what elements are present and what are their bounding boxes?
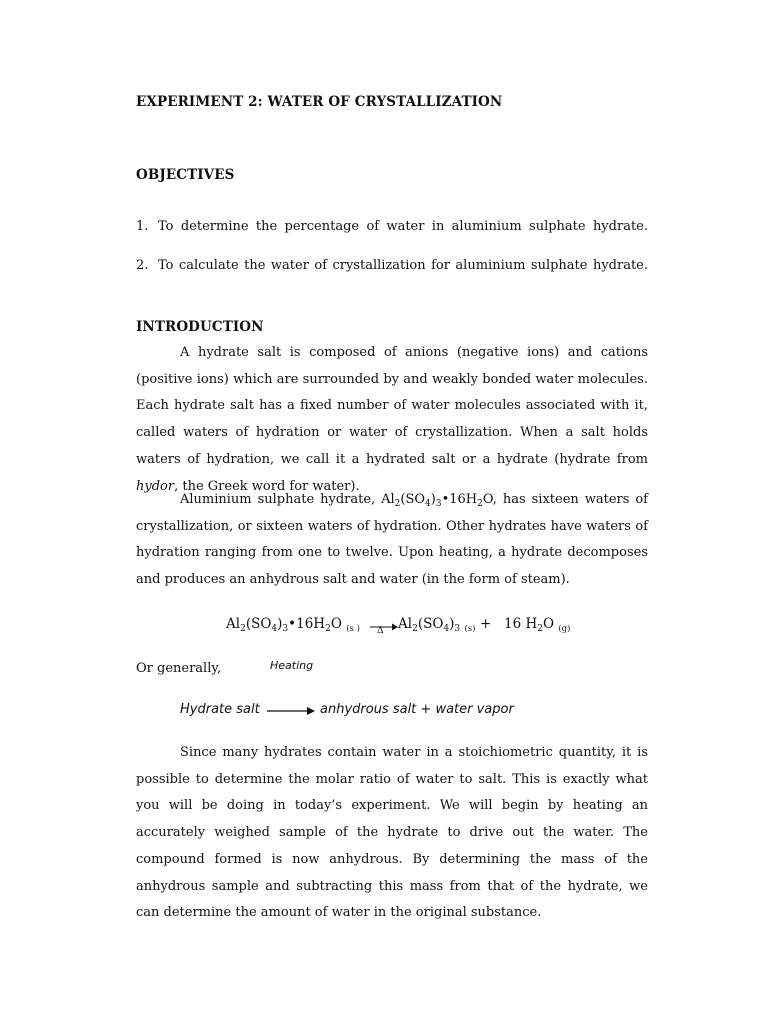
formula-part: ) [449, 616, 455, 632]
delta-symbol: Δ [377, 626, 384, 636]
general-reactant: Hydrate salt [180, 702, 260, 717]
subscript: 2 [477, 499, 483, 509]
objective-item-1 [136, 219, 648, 234]
state-label: (s ) [346, 624, 360, 634]
document-title: EXPERIMENT 2: WATER OF CRYSTALLIZATION [136, 94, 503, 110]
list-text: To calculate the water of crystallization for aluminium sulphate hydrate. [158, 258, 648, 273]
list-number: 2. [136, 258, 149, 273]
reaction-reactant [226, 616, 360, 634]
or-generally-label: Or generally, [136, 661, 222, 676]
formula-part: (SO [245, 616, 272, 632]
reaction-water [504, 616, 570, 634]
introduction-heading: INTRODUCTION [136, 319, 264, 335]
subscript: 3 [454, 624, 461, 634]
paragraph-text: Aluminium sulphate hydrate, Al [180, 492, 395, 507]
italic-word: hydor [136, 478, 175, 494]
subscript: 3 [435, 499, 442, 509]
list-text: To determine the percentage of water in aluminium sulphate hydrate. [158, 219, 648, 234]
objectives-heading: OBJECTIVES [136, 167, 235, 183]
subscript: 2 [394, 499, 401, 509]
paragraph-text: has sixteen waters of crystallization, or sixteen waters of hydration. Other hydrates have waters of hydration ranging from one to twelve. Upon heating, a hydrate decomposes and produces an anhydrous salt and water (in the form of steam). [136, 492, 648, 588]
formula-part: 16 H [504, 616, 538, 632]
subscript: 2 [325, 624, 331, 634]
formula-part: O [542, 616, 555, 632]
formula-part: •16H [288, 616, 326, 632]
formula-part: Al [226, 616, 241, 632]
list-number: 1. [136, 219, 149, 234]
formula-part: ) [430, 492, 436, 507]
plus-sign: + [480, 616, 492, 632]
subscript: 2 [412, 624, 418, 634]
formula-part: Al [398, 616, 413, 632]
heating-label: Heating [270, 659, 314, 672]
paragraph-text: A hydrate salt is composed of anions (negative ions) and cations (positive ions) which are surrounded by and weakly bonded water molecules. Each hydrate salt has a fixed number of water molecules associated with it, called waters of hydration or water of crystallization. When a salt holds waters of hydration, we call it a hydrated salt or a hydrate (hydrate from [136, 345, 648, 467]
formula-part: O [330, 616, 342, 632]
subscript: 3 [282, 624, 289, 634]
paragraph-text: , the Greek word for water). [174, 478, 360, 494]
subscript: 4 [425, 499, 431, 509]
state-label: (g) [558, 624, 571, 634]
subscript: 4 [271, 624, 278, 634]
formula-part: •16H [441, 492, 478, 507]
reaction-product [398, 616, 475, 634]
formula-part: O, [482, 492, 497, 507]
subscript: 4 [443, 624, 450, 634]
formula-part: (SO [400, 492, 426, 507]
intro-paragraph-1 [136, 340, 648, 500]
formula-part: (SO [417, 616, 444, 632]
formula-part: ) [277, 616, 283, 632]
intro-paragraph-2 [136, 487, 648, 594]
objective-item-2 [136, 258, 648, 273]
state-label: (s) [464, 624, 476, 634]
general-product: anhydrous salt + water vapor [320, 702, 514, 717]
subscript: 2 [240, 624, 246, 634]
reaction-arrow-icon [369, 621, 399, 641]
intro-paragraph-3: Since many hydrates contain water in a stoichiometric quantity, it is possible to determine the molar ratio of water to salt. This is exactly what you will be doing in today’s experiment. We will begin by heating an accurately weighed sample of the hydrate to drive out the water. The compound formed is now anhydrous. By determining the mass of the anhydrous sample and subtracting this mass from that of the hydrate, we can determine the amount of water in the original substance. [136, 745, 648, 921]
general-arrow-icon [266, 704, 316, 718]
subscript: 2 [537, 624, 543, 634]
